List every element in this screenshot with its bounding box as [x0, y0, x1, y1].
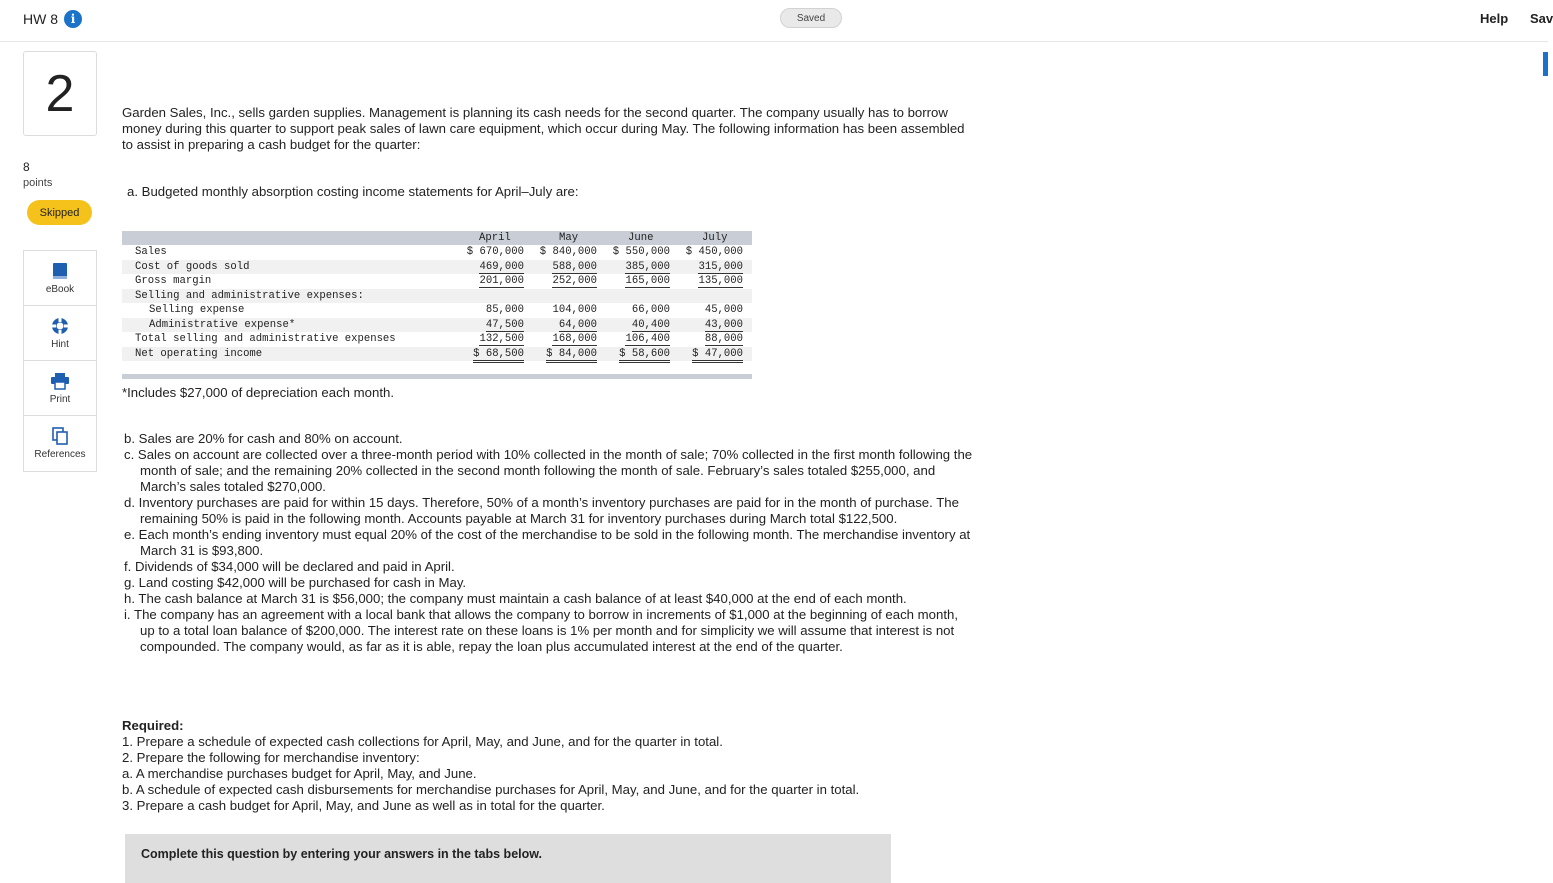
- row-value: 252,000: [552, 275, 597, 287]
- table-row: [122, 260, 752, 275]
- row-value: 47,500: [485, 318, 524, 331]
- table-row: [122, 303, 752, 318]
- question-number: 2: [23, 51, 97, 136]
- row-label: Cost of goods sold: [135, 260, 250, 273]
- hint-button[interactable]: [24, 306, 96, 361]
- column-header: April: [479, 232, 511, 244]
- row-value: 43,000: [704, 318, 743, 331]
- row-value: 66,000: [631, 304, 670, 316]
- copy-icon: [51, 427, 69, 445]
- lifebuoy-icon: [51, 317, 69, 335]
- list-item: h. The cash balance at March 31 is $56,000; the company must maintain a cash balance of at least $40,000 at the end of each month.: [124, 591, 907, 606]
- row-value: 40,400: [631, 318, 670, 331]
- print-button[interactable]: [24, 361, 96, 416]
- list-item: d. Inventory purchases are paid for within 15 days. Therefore, 50% of a month’s inventory purchases are paid for in the month of purchase. The remaining 50% is paid in the following month. Accounts payable at March 31 for inventory purchases during March total $122,500.: [124, 495, 959, 526]
- item-a: a. Budgeted monthly absorption costing income statements for April–July are:: [127, 184, 579, 199]
- row-value: 469,000: [479, 260, 524, 273]
- row-value: $ 450,000: [685, 246, 743, 258]
- required-item: 1. Prepare a schedule of expected cash collections for April, May, and June, and for the quarter in total.: [122, 734, 723, 749]
- income-statement-table: [122, 231, 752, 379]
- row-value: 135,000: [698, 275, 743, 287]
- assignment-title-text: HW 8: [23, 11, 58, 27]
- table-row: [122, 274, 752, 289]
- required-item: a. A merchandise purchases budget for April, May, and June.: [122, 766, 477, 781]
- ebook-button[interactable]: [24, 251, 96, 306]
- hint-label: Hint: [51, 338, 69, 350]
- row-value: 88,000: [704, 333, 743, 345]
- table-row: [122, 289, 752, 304]
- row-value: 64,000: [558, 318, 597, 331]
- assignment-title: [23, 10, 82, 28]
- table-row: [122, 332, 752, 347]
- row-value: 85,000: [485, 304, 524, 316]
- row-label: Net operating income: [135, 347, 263, 360]
- row-label: Total selling and administrative expenses: [135, 333, 396, 345]
- next-question-tab[interactable]: [1543, 52, 1548, 76]
- points-label: points: [23, 177, 53, 189]
- row-label: Selling and administrative expenses:: [135, 289, 364, 302]
- list-item: g. Land costing $42,000 will be purchased for cash in May.: [124, 575, 467, 590]
- row-value: $ 68,500: [473, 348, 524, 363]
- references-label: References: [34, 449, 86, 460]
- required-item: 3. Prepare a cash budget for April, May, and June as well as in total for the quarter.: [122, 798, 605, 813]
- row-value: $ 58,600: [619, 348, 670, 363]
- row-value: $ 47,000: [692, 348, 743, 363]
- table-footer-bar: [122, 374, 752, 379]
- column-header: July: [702, 232, 728, 244]
- table-header: [122, 231, 752, 245]
- book-icon: [51, 262, 69, 280]
- table-row: [122, 347, 752, 362]
- tabs-instruction: Complete this question by entering your answers in the tabs below.: [141, 847, 542, 861]
- column-header: May: [559, 232, 579, 244]
- row-value: 315,000: [698, 260, 743, 273]
- table-footnote: *Includes $27,000 of depreciation each month.: [122, 385, 394, 400]
- save-button[interactable]: Sav: [1530, 11, 1553, 26]
- row-value: 104,000: [552, 304, 597, 316]
- top-bar: [0, 0, 1553, 42]
- status-badge: Skipped: [27, 200, 92, 225]
- required-item: b. A schedule of expected cash disbursements for merchandise purchases for April, May, and June, and for the quarter in total.: [122, 782, 860, 797]
- row-value: 385,000: [625, 260, 670, 273]
- ebook-label: eBook: [45, 283, 75, 295]
- question-intro: Garden Sales, Inc., sells garden supplies. Management is planning its cash needs for the second quarter. The company usually has to borrow money during this quarter to support peak sales of lawn care equipment, which occur during May. The following information has been assembled to assist in preparing a cash budget for the quarter:: [122, 105, 965, 152]
- row-label: Gross margin: [135, 275, 212, 287]
- row-value: 168,000: [552, 333, 597, 345]
- saved-status: Saved: [780, 8, 842, 28]
- row-value: $ 550,000: [612, 246, 670, 258]
- column-header: June: [628, 232, 654, 244]
- row-value: 201,000: [479, 275, 524, 287]
- print-label: Print: [49, 393, 71, 405]
- printer-icon: [51, 372, 69, 390]
- row-value: 132,500: [479, 333, 524, 345]
- row-value: $ 670,000: [466, 246, 524, 258]
- table-row: [122, 245, 752, 260]
- row-label: Sales: [135, 246, 167, 258]
- row-value: 588,000: [552, 260, 597, 273]
- info-icon[interactable]: i: [64, 10, 82, 28]
- references-button[interactable]: [24, 416, 96, 471]
- list-item: b. Sales are 20% for cash and 80% on account.: [124, 431, 403, 446]
- row-value: 165,000: [625, 275, 670, 287]
- list-item: i. The company has an agreement with a local bank that allows the company to borrow in increments of $1,000 at the beginning of each month, up to a total loan balance of $200,000. The interest rate on these loans is 1% per month and for simplicity we will assume that interest is not compounded. The company would, as far as it is able, repay the loan plus accumulated interest at the end of the quarter.: [124, 607, 958, 654]
- row-value: $ 84,000: [546, 348, 597, 363]
- row-label: Administrative expense*: [149, 318, 296, 331]
- required-item: 2. Prepare the following for merchandise inventory:: [122, 750, 420, 765]
- list-item: c. Sales on account are collected over a three-month period with 10% collected in the month of sale; 70% collected in the first month following the month of sale; and the remaining 20% collected in the second month following the month of sale. February’s sales totaled $255,000, and March’s sales totaled $270,000.: [124, 447, 973, 494]
- required-title: Required:: [122, 718, 184, 733]
- row-value: 45,000: [704, 304, 743, 316]
- row-value: $ 840,000: [539, 246, 597, 258]
- row-label: Selling expense: [149, 304, 245, 316]
- row-value: 106,400: [625, 333, 670, 345]
- points-value: 8: [23, 160, 30, 174]
- list-item: f. Dividends of $34,000 will be declared and paid in April.: [124, 559, 455, 574]
- table-row: [122, 318, 752, 333]
- list-item: e. Each month’s ending inventory must equal 20% of the cost of the merchandise to be sold in the following month. The merchandise inventory at March 31 is $93,800.: [124, 527, 971, 558]
- question-items: [124, 431, 974, 655]
- answer-tabs-panel: [125, 834, 891, 883]
- required-section: [122, 718, 972, 814]
- help-button[interactable]: Help: [1480, 11, 1509, 26]
- tools-panel: [23, 250, 97, 472]
